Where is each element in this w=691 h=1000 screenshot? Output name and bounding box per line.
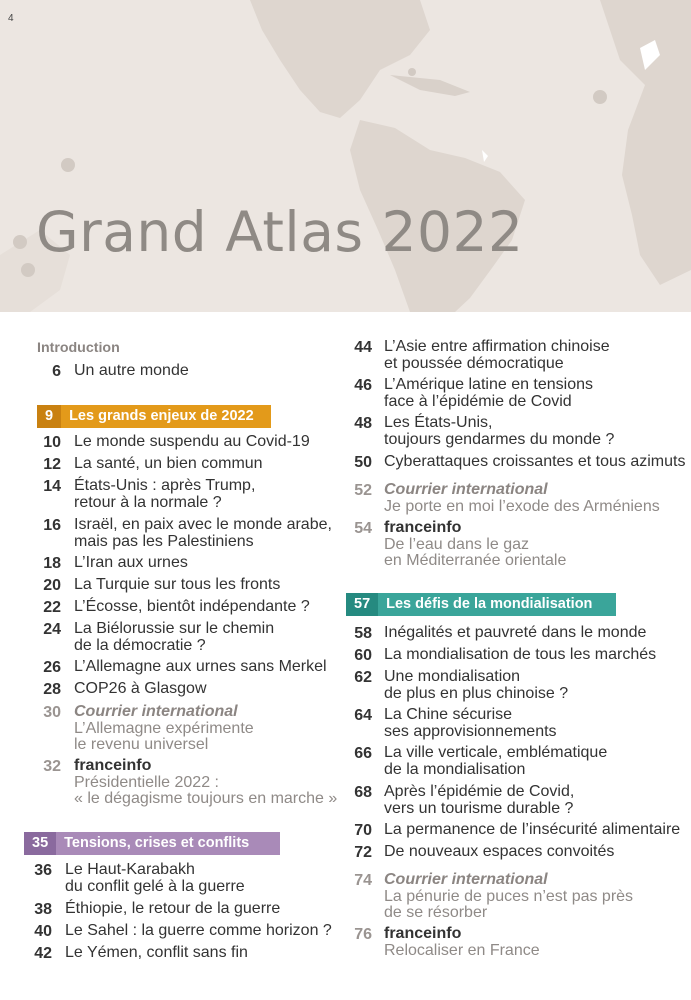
- s3-source-74: Courrier international: [384, 871, 548, 888]
- section-header-defis: [346, 593, 616, 616]
- s1-entry-20-line: La Turquie sur tous les fronts: [74, 576, 281, 593]
- s1-entry-28-line: COP26 à Glasgow: [74, 680, 207, 697]
- s3-entry-72-line: De nouveaux espaces convoités: [384, 843, 615, 860]
- s1-page-number-18: 18: [43, 555, 61, 572]
- s1b-entry-52-line: Je porte en moi l’exode des Arméniens: [384, 497, 660, 515]
- s1b-entry-54-line: De l’eau dans le gaz: [384, 535, 529, 553]
- s3-entry-68-line: Après l’épidémie de Covid,: [384, 783, 575, 800]
- s3-entry-68-line: vers un tourisme durable ?: [384, 799, 574, 817]
- s1b-page-number-46: 46: [354, 377, 372, 394]
- header-map-banner: [0, 0, 691, 312]
- s3-entry-64-line: ses approvisionnements: [384, 722, 557, 740]
- s1-entry-26-line: L’Allemagne aux urnes sans Merkel: [74, 658, 327, 675]
- section-header-tensions-title: Tensions, crises et conflits: [64, 835, 250, 851]
- s2-page-number-42: 42: [34, 945, 52, 962]
- s1-page-number-32: 32: [43, 758, 61, 775]
- section-header-tensions-number: 35: [24, 832, 56, 855]
- s1-page-number-20: 20: [43, 577, 61, 594]
- s1b-entry-54-line: en Méditerranée orientale: [384, 552, 567, 569]
- s1-entry-18-line: L’Iran aux urnes: [74, 554, 188, 571]
- s1-entry-16-line: Israël, en paix avec le monde arabe,: [74, 516, 332, 533]
- s1-page-number-10: 10: [43, 434, 61, 451]
- s3-entry-64-line: La Chine sécurise: [384, 706, 513, 723]
- s3-page-number-66: 66: [354, 745, 372, 762]
- s1-entry-14-line: États-Unis : après Trump,: [74, 477, 256, 494]
- s1b-page-number-50: 50: [354, 454, 372, 471]
- s3-entry-66-line: de la mondialisation: [384, 760, 526, 778]
- s1-entry-30-line: le revenu universel: [74, 736, 209, 753]
- section-header-grands-enjeux-title: Les grands enjeux de 2022: [69, 408, 254, 424]
- s1b-entry-46-line: face à l’épidémie de Covid: [384, 392, 572, 410]
- s1b-entry-44-line: L’Asie entre affirmation chinoise: [384, 338, 610, 355]
- section-header-defis-number: 57: [346, 593, 378, 616]
- s1-source-32: franceinfo: [74, 757, 152, 774]
- section-header-grands-enjeux-number: 9: [37, 405, 61, 428]
- s1b-source-52: Courrier international: [384, 481, 548, 498]
- s1-entry-30-line: L’Allemagne expérimente: [74, 719, 254, 737]
- s3-page-number-62: 62: [354, 669, 372, 686]
- s3-page-number-74: 74: [354, 872, 372, 889]
- s2-entry-36-line: du conflit gelé à la guerre: [65, 877, 245, 895]
- s3-entry-60-line: La mondialisation de tous les marchés: [384, 646, 657, 663]
- s1-page-number-14: 14: [43, 478, 61, 495]
- s3-entry-62-line: de plus en plus chinoise ?: [384, 684, 569, 702]
- page-title: Grand Atlas 2022: [36, 200, 524, 264]
- s1-page-number-30: 30: [43, 704, 61, 721]
- s3-entry-58-line: Inégalités et pauvreté dans le monde: [384, 624, 647, 641]
- s1-entry-16-line: mais pas les Palestiniens: [74, 532, 254, 550]
- s1-entry-22-line: L’Écosse, bientôt indépendante ?: [74, 598, 310, 615]
- s1-entry-32-line: « le dégagisme toujours en marche »: [74, 790, 338, 807]
- s1-entry-32-line: Présidentielle 2022 :: [74, 773, 219, 791]
- s1b-page-number-54: 54: [354, 520, 372, 537]
- s2-entry-38-line: Éthiopie, le retour de la guerre: [65, 900, 281, 917]
- s3-page-number-58: 58: [354, 625, 372, 642]
- s1-page-number-12: 12: [43, 456, 61, 473]
- s3-entry-70-line: La permanence de l’insécurité alimentaire: [384, 821, 681, 838]
- s1b-entry-50-line: Cyberattaques croissantes et tous azimuts: [384, 453, 686, 470]
- s2-entry-40-line: Le Sahel : la guerre comme horizon ?: [65, 922, 332, 939]
- s3-page-number-64: 64: [354, 707, 372, 724]
- s1-entry-14-line: retour à la normale ?: [74, 493, 222, 511]
- s1b-page-number-44: 44: [354, 339, 372, 356]
- s1-page-number-16: 16: [43, 517, 61, 534]
- page-number: 4: [8, 13, 14, 24]
- s2-page-number-40: 40: [34, 923, 52, 940]
- s3-entry-74-line: La pénurie de puces n’est pas près: [384, 887, 634, 905]
- s2-page-number-36: 36: [34, 862, 52, 879]
- s3-page-number-76: 76: [354, 926, 372, 943]
- s2-page-number-38: 38: [34, 901, 52, 918]
- s1-page-number-26: 26: [43, 659, 61, 676]
- s1-page-number-28: 28: [43, 681, 61, 698]
- s3-page-number-70: 70: [354, 822, 372, 839]
- s1b-source-54: franceinfo: [384, 519, 462, 536]
- s1-source-30: Courrier international: [74, 703, 238, 720]
- s1-page-number-24: 24: [43, 621, 61, 638]
- s1-entry-12-line: La santé, un bien commun: [74, 455, 263, 472]
- s3-page-number-72: 72: [354, 844, 372, 861]
- s1-page-number-22: 22: [43, 599, 61, 616]
- s3-entry-66-line: La ville verticale, emblématique: [384, 744, 608, 761]
- s3-entry-62-line: Une mondialisation: [384, 668, 521, 685]
- intro-entry-6-line: Un autre monde: [74, 362, 189, 379]
- s1-entry-10-line: Le monde suspendu au Covid-19: [74, 433, 310, 450]
- world-map-background: [0, 0, 691, 312]
- s1b-entry-46-line: L’Amérique latine en tensions: [384, 376, 594, 393]
- s2-entry-36-line: Le Haut-Karabakh: [65, 861, 195, 878]
- s1b-page-number-48: 48: [354, 415, 372, 432]
- s1b-entry-48-line: toujours gendarmes du monde ?: [384, 430, 615, 448]
- s1-entry-24-line: de la démocratie ?: [74, 636, 206, 654]
- s2-entry-42-line: Le Yémen, conflit sans fin: [65, 944, 248, 961]
- section-header-tensions: [24, 832, 280, 855]
- s1b-entry-48-line: Les États-Unis,: [384, 414, 493, 431]
- s3-entry-76-line: Relocaliser en France: [384, 941, 540, 959]
- section-header-defis-title: Les défis de la mondialisation: [386, 596, 593, 612]
- section-heading-introduction: Introduction: [37, 340, 120, 356]
- s1-entry-24-line: La Biélorussie sur le chemin: [74, 620, 275, 637]
- section-header-grands-enjeux: [37, 405, 271, 428]
- s3-page-number-60: 60: [354, 647, 372, 664]
- s1b-page-number-52: 52: [354, 482, 372, 499]
- s3-page-number-68: 68: [354, 784, 372, 801]
- s3-source-76: franceinfo: [384, 925, 462, 942]
- s1b-entry-44-line: et poussée démocratique: [384, 354, 564, 372]
- s3-entry-74-line: de se résorber: [384, 904, 488, 921]
- intro-page-number-6: 6: [52, 363, 61, 380]
